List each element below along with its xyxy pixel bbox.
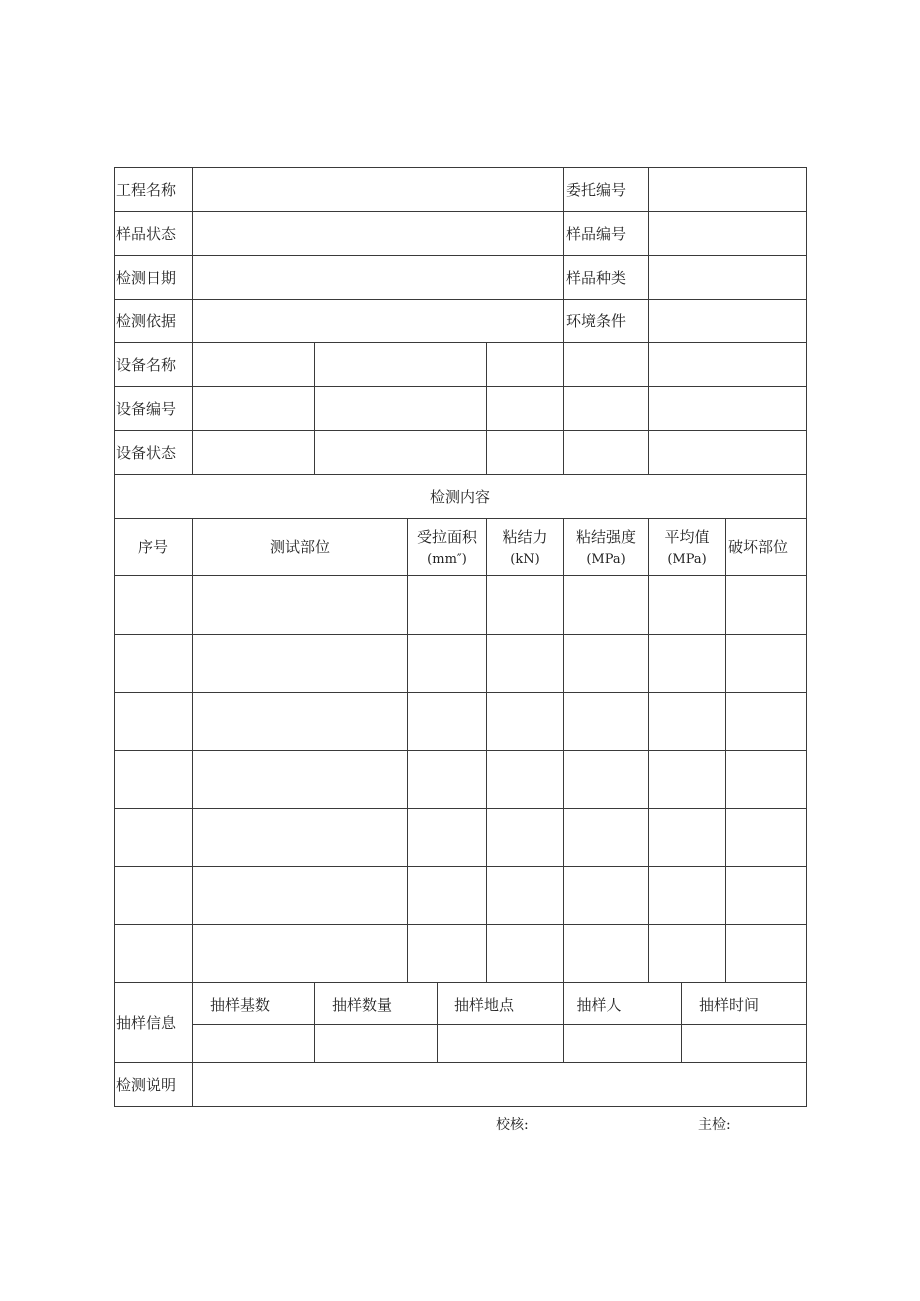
col-divider: [314, 982, 315, 1063]
row-divider: [114, 924, 807, 925]
row-divider: [114, 342, 807, 343]
row-divider: [114, 692, 807, 693]
col-divider: [563, 167, 564, 475]
col-divider: [192, 167, 193, 475]
col-header-strength-unit: (MPa): [586, 552, 626, 567]
table-border-left: [114, 167, 115, 1107]
sampling-quantity-header: 抽样数量: [331, 996, 393, 1014]
row-divider: [114, 634, 807, 635]
sample-state-label: 样品状态: [116, 225, 177, 243]
col-divider: [407, 518, 408, 983]
row-divider: [192, 1024, 807, 1025]
col-header-seq: 序号: [137, 538, 169, 556]
col-divider: [681, 982, 682, 1063]
col-divider: [192, 518, 193, 983]
col-divider: [192, 982, 193, 1107]
equipment-no-label: 设备编号: [116, 400, 177, 418]
row-divider: [114, 211, 807, 212]
row-divider: [114, 575, 807, 576]
col-header-average-unit: (MPa): [667, 552, 707, 567]
col-header-test-location: 测试部位: [269, 538, 331, 556]
col-divider: [648, 518, 649, 983]
row-divider: [114, 299, 807, 300]
sampling-person-header: 抽样人: [576, 996, 622, 1014]
row-divider: [114, 386, 807, 387]
col-divider: [563, 518, 564, 983]
sampling-info-label: 抽样信息: [116, 1014, 177, 1032]
col-header-force-unit: (kN): [510, 552, 540, 567]
test-basis-label: 检测依据: [116, 312, 177, 330]
col-divider: [486, 518, 487, 983]
row-divider: [114, 518, 807, 519]
col-header-average: 平均值: [664, 528, 710, 546]
project-name-label: 工程名称: [116, 181, 177, 199]
section-title: 检测内容: [429, 488, 491, 506]
row-divider: [114, 430, 807, 431]
col-divider: [486, 342, 487, 475]
col-header-strength: 粘结强度: [575, 528, 637, 546]
checker-signature-label: 校核:: [496, 1117, 529, 1133]
row-divider: [114, 255, 807, 256]
table-border-bottom: [114, 1106, 807, 1107]
table-border-right: [806, 167, 807, 1107]
row-divider: [114, 750, 807, 751]
sample-no-label: 样品编号: [566, 225, 627, 243]
col-divider: [314, 342, 315, 475]
row-divider: [114, 866, 807, 867]
col-header-force: 粘结力: [502, 528, 548, 546]
environment-label: 环境条件: [566, 312, 627, 330]
col-divider: [437, 982, 438, 1063]
table-border-top: [114, 167, 807, 168]
col-divider: [563, 982, 564, 1063]
col-header-area-unit: (mm″): [427, 552, 467, 567]
equipment-state-label: 设备状态: [116, 444, 177, 462]
sampling-place-header: 抽样地点: [453, 996, 515, 1014]
sampling-base-count-header: 抽样基数: [209, 996, 271, 1014]
row-divider: [114, 1062, 807, 1063]
sample-type-label: 样品种类: [566, 269, 627, 287]
row-divider: [114, 982, 807, 983]
test-date-label: 检测日期: [116, 269, 177, 287]
commission-no-label: 委托编号: [566, 181, 627, 199]
inspector-signature-label: 主检:: [698, 1117, 731, 1133]
remarks-label: 检测说明: [116, 1076, 177, 1094]
col-header-failure-location: 破坏部位: [727, 538, 789, 556]
sampling-time-header: 抽样时间: [698, 996, 760, 1014]
row-divider: [114, 474, 807, 475]
col-divider: [725, 518, 726, 983]
row-divider: [114, 808, 807, 809]
equipment-name-label: 设备名称: [116, 356, 177, 374]
col-header-area: 受拉面积: [416, 528, 478, 546]
col-divider: [648, 167, 649, 475]
